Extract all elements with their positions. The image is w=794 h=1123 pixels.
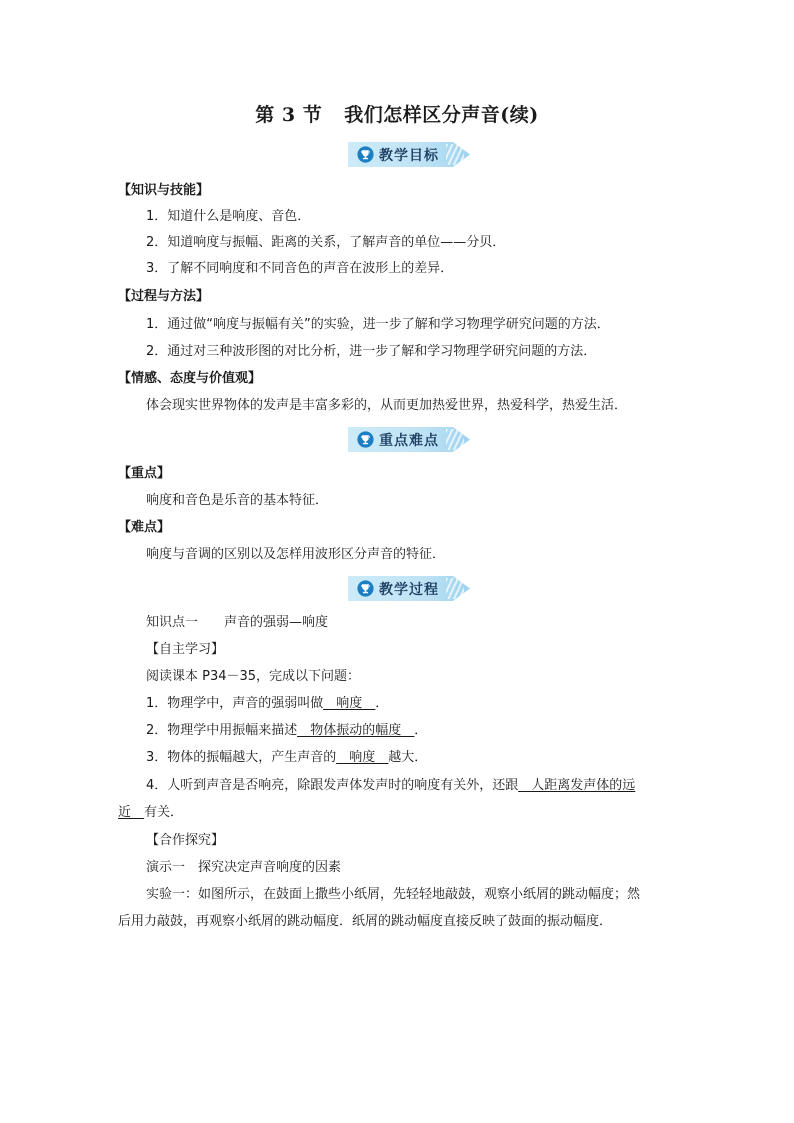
focus-text: 响度和音色是乐音的基本特征． [146,493,329,508]
goal-item: 3．了解不同响度和不同音色的声音在波形上的差异． [146,261,454,276]
knowledge-heading: 【知识与技能】 [118,183,210,198]
question-4-continued: 近__有关． [118,805,184,820]
focus-heading: 【重点】 [118,466,171,481]
banner-label: 教学目标 [379,148,439,164]
knowledge-point-title: 知识点一 声音的强弱—响度 [146,615,329,630]
answer-blank: 近__ [118,805,145,820]
cooperation-heading: 【合作探究】 [146,833,225,848]
self-study-heading: 【自主学习】 [146,642,225,657]
experiment-text: 实验一：如图所示，在鼓面上撒些小纸屑，先轻轻地敲鼓，观察小纸屑的跳动幅度；然 [146,887,641,902]
page-title [0,100,794,127]
emotion-heading: 【情感、态度与价值观】 [118,371,262,386]
answer-blank: __响度__ [323,696,376,711]
section-number: 第 3 节 [255,104,323,126]
trophy-icon [357,431,374,448]
section-name: 我们怎样区分声音(续) [344,104,539,126]
answer-blank: __人距离发声体的远 [518,778,636,793]
question-4: 4．人听到声音是否响亮，除跟发声体发声时的响度有关外，还跟__人距离发声体的远 [146,778,636,793]
goal-item: 2．知道响度与振幅、距离的关系，了解声音的单位——分贝． [146,235,506,250]
banner-label: 重点难点 [379,433,439,449]
banner-key-points [348,427,470,452]
question-3: 3．物体的振幅越大，产生声音的__响度__越大． [146,750,428,765]
goal-item: 2．通过对三种波形图的对比分析，进一步了解和学习物理学研究问题的方法． [146,344,597,359]
trophy-icon [357,146,374,163]
goal-item: 1．知道什么是响度、音色． [146,209,311,224]
banner-teaching-process [348,576,470,601]
difficult-text: 响度与音调的区别以及怎样用波形区分声音的特征． [146,547,446,562]
goal-item: 体会现实世界物体的发声是丰富多彩的，从而更加热爱世界，热爱科学，热爱生活． [146,398,628,413]
banner-label: 教学过程 [379,582,439,598]
experiment-text: 后用力敲鼓，再观察小纸屑的跳动幅度．纸屑的跳动幅度直接反映了鼓面的振动幅度． [118,914,613,929]
banner-teaching-goals [348,142,470,167]
answer-blank: __响度__ [336,750,389,765]
question-2: 2．物理学中用振幅来描述__物体振动的幅度__． [146,723,428,738]
goal-item: 1．通过做“响度与振幅有关”的实验，进一步了解和学习物理学研究问题的方法． [146,317,610,332]
demo-title: 演示一 探究决定声音响度的因素 [146,860,342,875]
reading-instruction: 阅读课本 P34－35，完成以下问题： [146,669,361,684]
question-1: 1．物理学中，声音的强弱叫做__响度__． [146,696,389,711]
trophy-icon [357,580,374,597]
method-heading: 【过程与方法】 [118,289,210,304]
difficult-heading: 【难点】 [118,520,171,535]
answer-blank: __物体振动的幅度__ [297,723,415,738]
